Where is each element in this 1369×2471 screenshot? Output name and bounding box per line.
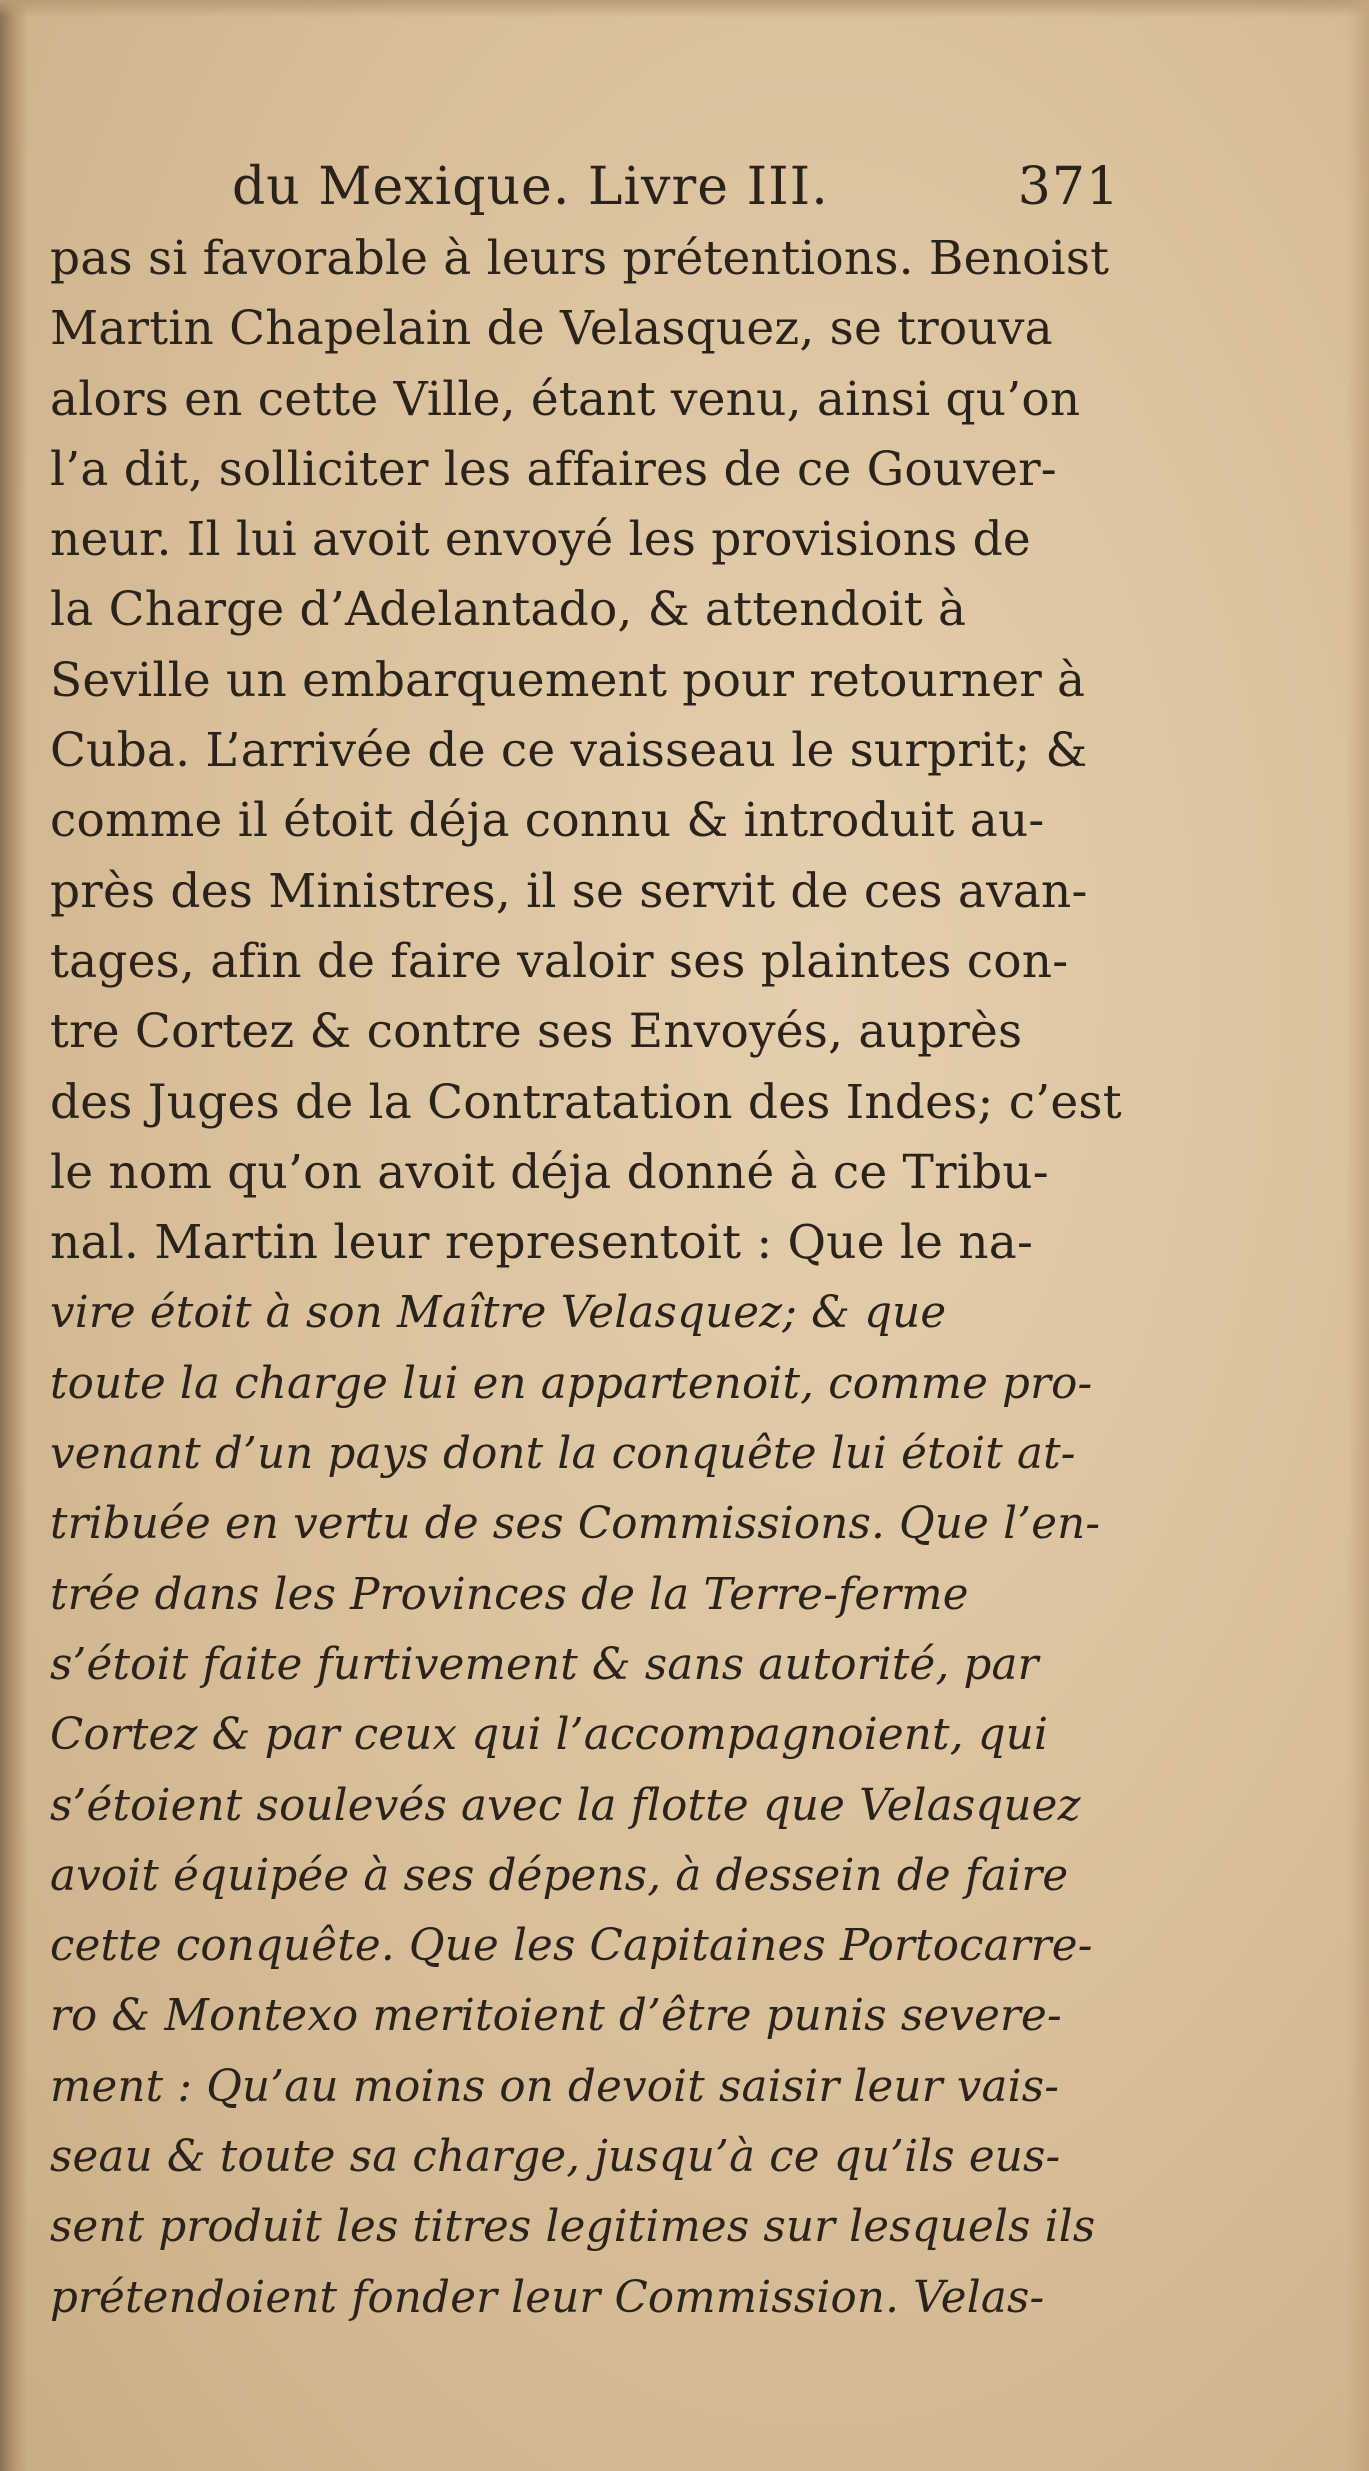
text-line-italic: seau & toute sa charge, jusqu’à ce qu’ils eus- [50,2132,1061,2183]
text-line: pas si favorable à leurs prétentions. Benoist [50,231,1110,286]
running-header [232,150,1120,224]
text-line: des Juges de la Contratation des Indes; c’est [50,1074,1122,1130]
text-line-italic: toute la charge lui en appartenoit, comme pro- [50,1358,1093,1409]
text-line-italic: cette conquête. Que les Capitaines Portocarre- [50,1921,1093,1972]
body-text [50,224,1122,2333]
text-line: Cuba. L’arrivée de ce vaisseau le surprit; & [50,723,1088,779]
text-line-italic: vire étoit à son Maître Velasquez; & que [50,1288,947,1339]
text-line-italic: avoit équipée à ses dépens, à dessein de faire [50,1850,1069,1901]
text-line-italic: ro & Montexo meritoient d’être punis severe- [50,1991,1062,2042]
text-line-italic: prétendoient fonder leur Commission. Velas- [50,2272,1045,2323]
text-line-italic: sent produit les titres legitimes sur lesquels ils [50,2202,1096,2253]
text-line: neur. Il lui avoit envoyé les provisions de [50,512,1031,568]
right-edge-shadow [1347,0,1369,2471]
text-line: Seville un embarquement pour retourner à [50,652,1086,708]
text-line-italic: ment : Qu’au moins on devoit saisir leur vais- [50,2061,1060,2112]
text-line: Martin Chapelain de Velasquez, se trouva [50,301,1053,357]
text-line: tre Cortez & contre ses Envoyés, auprès [50,1004,1023,1060]
text-line-italic: s’étoit faite furtivement & sans autorité, par [50,1639,1039,1690]
text-line: comme il étoit déja connu & introduit au- [50,793,1045,849]
top-edge-shadow [0,0,1369,18]
text-line: alors en cette Ville, étant venu, ainsi qu’on [50,371,1081,427]
text-line-italic: s’étoient soulevés avec la flotte que Velasquez [50,1780,1081,1831]
text-line: nal. Martin leur representoit : Que le na- [50,1215,1034,1271]
running-title: du Mexique. Livre III. [232,157,829,217]
text-line: près des Ministres, il se servit de ces avan- [50,863,1088,919]
text-line: la Charge d’Adelantado, & attendoit à [50,582,967,638]
page-number: 371 [1017,157,1120,217]
text-line: l’a dit, solliciter les affaires de ce Gouver- [50,441,1057,497]
spine-shadow [0,0,28,2471]
text-line-italic: trée dans les Provinces de la Terre-ferme [50,1569,969,1620]
text-line-italic: Cortez & par ceux qui l’accompagnoient, qui [50,1710,1049,1761]
text-line: le nom qu’on avoit déja donné à ce Tribu- [50,1144,1049,1200]
text-line-italic: tribuée en vertu de ses Commissions. Que l’en- [50,1499,1101,1550]
text-line: tages, afin de faire valoir ses plaintes con- [50,933,1069,989]
text-line-italic: venant d’un pays dont la conquête lui étoit at- [50,1429,1076,1480]
